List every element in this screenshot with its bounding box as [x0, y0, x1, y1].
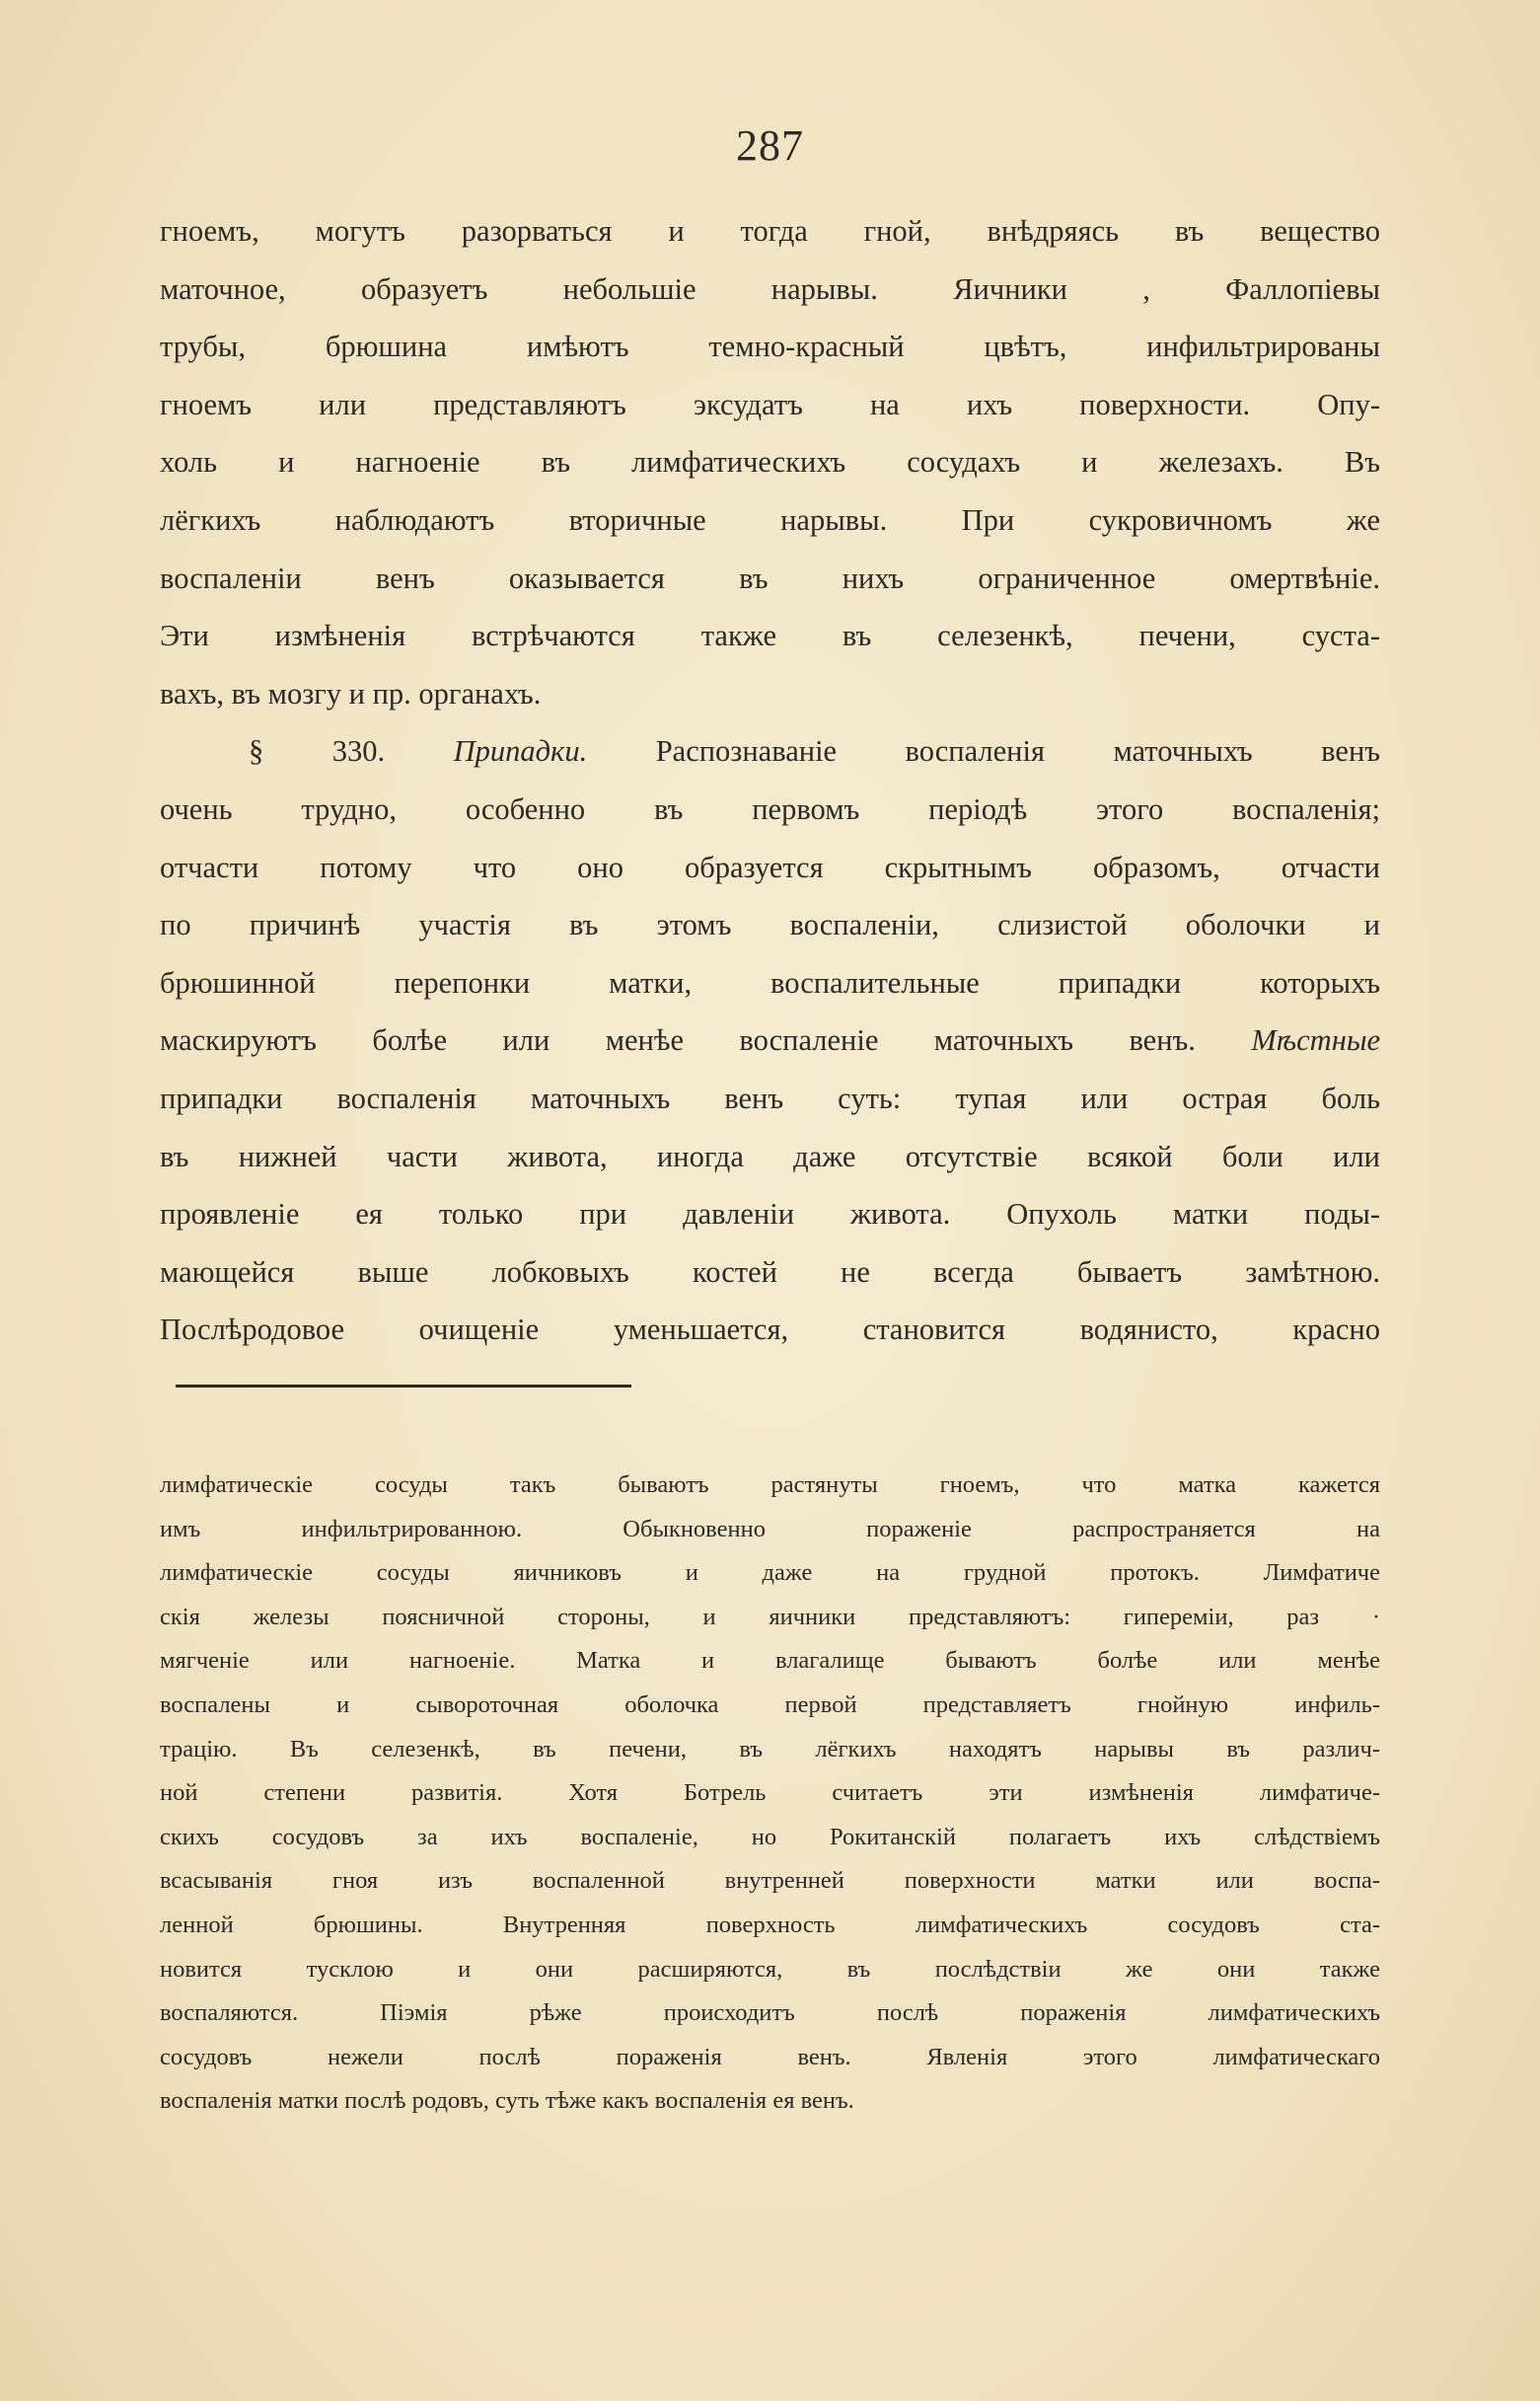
- text-line: гноемъ, могутъ разорваться и тогда гной, внѣдряясь въ вещество: [160, 214, 1380, 248]
- footnote-line: трацію. Въ селезенкѣ, въ печени, въ лёгкихъ находятъ нарывы въ различ-: [160, 1735, 1380, 1763]
- emphasis-text: Мѣстные: [1251, 1023, 1381, 1058]
- main-text: [160, 202, 1380, 1359]
- text-line: проявленіе ея только при давленіи живота. Опухоль матки поды-: [160, 1197, 1380, 1232]
- footnote-line: воспаляются. Піэмія рѣже происходитъ послѣ пораженія лимфатическихъ: [160, 1999, 1380, 2027]
- footnote-line: лимфатическіе сосуды яичниковъ и даже на грудной протокъ. Лимфатиче: [160, 1559, 1380, 1587]
- footnote-line: сосудовъ нежели послѣ пораженія венъ. Явленія этого лимфатическаго: [160, 2043, 1380, 2070]
- footnote-line: скихъ сосудовъ за ихъ воспаленіе, но Рокитанскій полагаетъ ихъ слѣдствіемъ: [160, 1823, 1380, 1850]
- footnote-line: ленной брюшины. Внутренняя поверхность лимфатическихъ сосудовъ ста-: [160, 1911, 1380, 1938]
- text-line: очень трудно, особенно въ первомъ періодѣ этого воспаленія;: [160, 791, 1380, 826]
- footnote-line: имъ инфильтрированною. Обыкновенно пораженіе распространяется на: [160, 1515, 1380, 1542]
- text-line: воспаленіи венъ оказывается въ нихъ ограниченное омертвѣніе.: [160, 561, 1380, 595]
- text-line: маточное, образуетъ небольшіе нарывы. Яичники , Фаллопіевы: [160, 271, 1380, 306]
- text-line: брюшинной перепонки матки, воспалительные припадки которыхъ: [160, 965, 1380, 1000]
- footnote-line: всасыванія гноя изъ воспаленной внутренней поверхности матки или воспа-: [160, 1867, 1380, 1895]
- text-line: въ нижней части живота, иногда даже отсутствіе всякой боли или: [160, 1139, 1380, 1173]
- text-line: трубы, брюшина имѣютъ темно-красный цвѣтъ, инфильтрированы: [160, 330, 1380, 364]
- footnote-line: лимфатическіе сосуды такъ бываютъ растянуты гноемъ, что матка кажется: [160, 1471, 1380, 1498]
- text-line: мающейся выше лобковыхъ костей не всегда бываетъ замѣтною.: [160, 1254, 1380, 1289]
- text-span: маскируютъ болѣе или менѣе воспаленіе маточныхъ венъ.: [160, 1023, 1196, 1058]
- footnote-line: новится тусклою и они расширяются, въ послѣдствіи же они также: [160, 1955, 1380, 1983]
- text-span: Распознаваніе воспаленія маточныхъ венъ: [655, 734, 1381, 769]
- section-number: § 330.: [249, 734, 386, 769]
- text-line: отчасти потому что оно образуется скрытнымъ образомъ, отчасти: [160, 850, 1380, 884]
- footnote-line: воспаленія матки послѣ родовъ, суть тѣже какъ воспаленія ея венъ.: [160, 2087, 854, 2115]
- text-line: Эти измѣненія встрѣчаются также въ селезенкѣ, печени, суста-: [160, 619, 1380, 653]
- text-line: гноемъ или представляютъ эксудатъ на ихъ поверхности. Опу-: [160, 387, 1380, 421]
- text-line: припадки воспаленія маточныхъ венъ суть: тупая или острая боль: [160, 1081, 1380, 1115]
- footnote-line: воспалены и сывороточная оболочка первой представляетъ гнойную инфиль-: [160, 1690, 1380, 1718]
- page-number: 287: [736, 121, 804, 170]
- text-line: Послѣродовое очищеніе уменьшается, становится водянисто, красно: [160, 1313, 1380, 1347]
- footnote-line: ной степени развитія. Хотя Ботрель считаетъ эти измѣненія лимфатиче-: [160, 1779, 1380, 1807]
- footnote-separator: [176, 1385, 631, 1388]
- text-line: вахъ, въ мозгу и пр. органахъ.: [160, 676, 542, 711]
- footnote-line: мягченіе или нагноеніе. Матка и влагалище бываютъ болѣе или менѣе: [160, 1647, 1380, 1675]
- text-line: холь и нагноеніе въ лимфатическихъ сосудахъ и железахъ. Въ: [160, 445, 1380, 480]
- text-line-with-emphasis: [160, 1012, 1380, 1070]
- section-title: Припадки.: [453, 734, 588, 769]
- text-line: лёгкихъ наблюдаютъ вторичные нарывы. При сукровичномъ же: [160, 502, 1380, 537]
- footnote: [160, 1463, 1380, 2124]
- section-heading-line: [160, 722, 1380, 781]
- footnote-line: скія железы поясничной стороны, и яичники представляютъ: гипереміи, раз ·: [160, 1603, 1380, 1630]
- text-line: по причинѣ участія въ этомъ воспаленіи, слизистой оболочки и: [160, 908, 1380, 942]
